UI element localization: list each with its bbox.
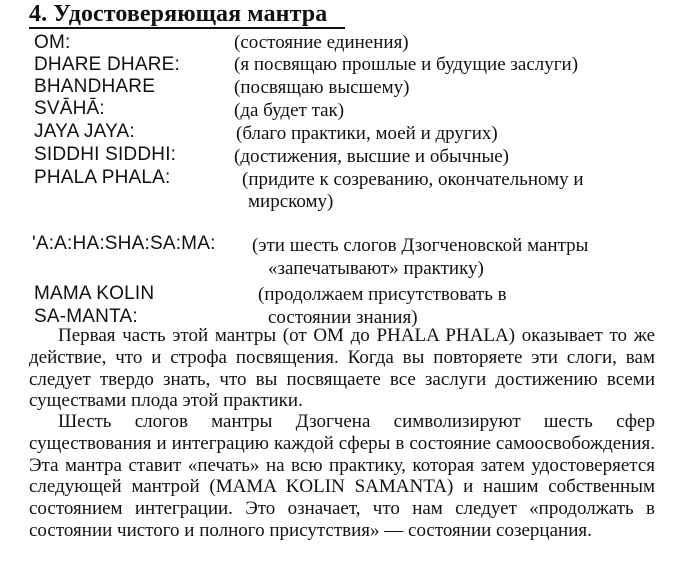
mantra-syllable: SVĀHĀ: [34,98,105,119]
mantra-translation: (придите к созреванию, окончательному и [242,169,584,190]
mantra-syllable: BHANDHARE [34,76,156,97]
heading-underline [29,27,345,29]
mantra-syllable: JAYA JAYA: [34,121,135,142]
mantra-translation: (состояние единения) [234,32,409,53]
mantra-syllable: SIDDHI SIDDHI: [34,144,177,165]
mantra-syllable: PHALA PHALA: [34,167,171,188]
body-paragraph: Первая часть этой мантры (от OM до PHALA PHALA) оказывает то же действие, что и строфа посвящения. Когда вы повторяете эти слоги, вам следует твердо знать, что вы посвящаете все заслуги достижению всеми существами плода этой практики. [29,325,655,412]
mantra-translation: (да будет так) [234,100,345,121]
mantra-syllable: OM: [34,32,71,53]
mantra-translation-continued: состоянии знания) [268,307,418,328]
section-heading: 4. Удостоверяющая мантра [29,1,328,27]
mantra-translation-continued: мирскому) [248,191,334,212]
mantra-syllable-continued: SA-MANTA: [34,306,138,327]
mantra-translation: (посвящаю высшему) [234,77,410,98]
mantra-syllable: DHARE DHARE: [34,54,180,75]
mantra-translation: (эти шесть слогов Дзогченовской мантры [252,235,589,256]
mantra-syllable: MAMA KOLIN [34,283,155,304]
body-paragraph: Шесть слогов мантры Дзогчена символизируют шесть сфер существования и интеграцию каждой сферы в состояние самоосвобождения. Эта мантра ставит «печать» на всю практику, которая затем удостоверяется следующей мантрой (MAMA KOLIN SAMANTA) и нашим собственным состоянием интеграции. Это означает, что нам следует «продолжать в состоянии чистого и полного присутствия» — состоянии созерцания. [29,411,655,541]
mantra-translation: (я посвящаю прошлые и будущие заслуги) [234,54,579,75]
mantra-translation-continued: «запечатывают» практику) [268,258,484,279]
mantra-syllable: 'A:A:HA:SHA:SA:MA: [32,233,216,254]
mantra-translation: (благо практики, моей и других) [236,123,498,144]
mantra-translation: (достижения, высшие и обычные) [234,146,510,167]
mantra-translation: (продолжаем присутствовать в [258,284,507,305]
